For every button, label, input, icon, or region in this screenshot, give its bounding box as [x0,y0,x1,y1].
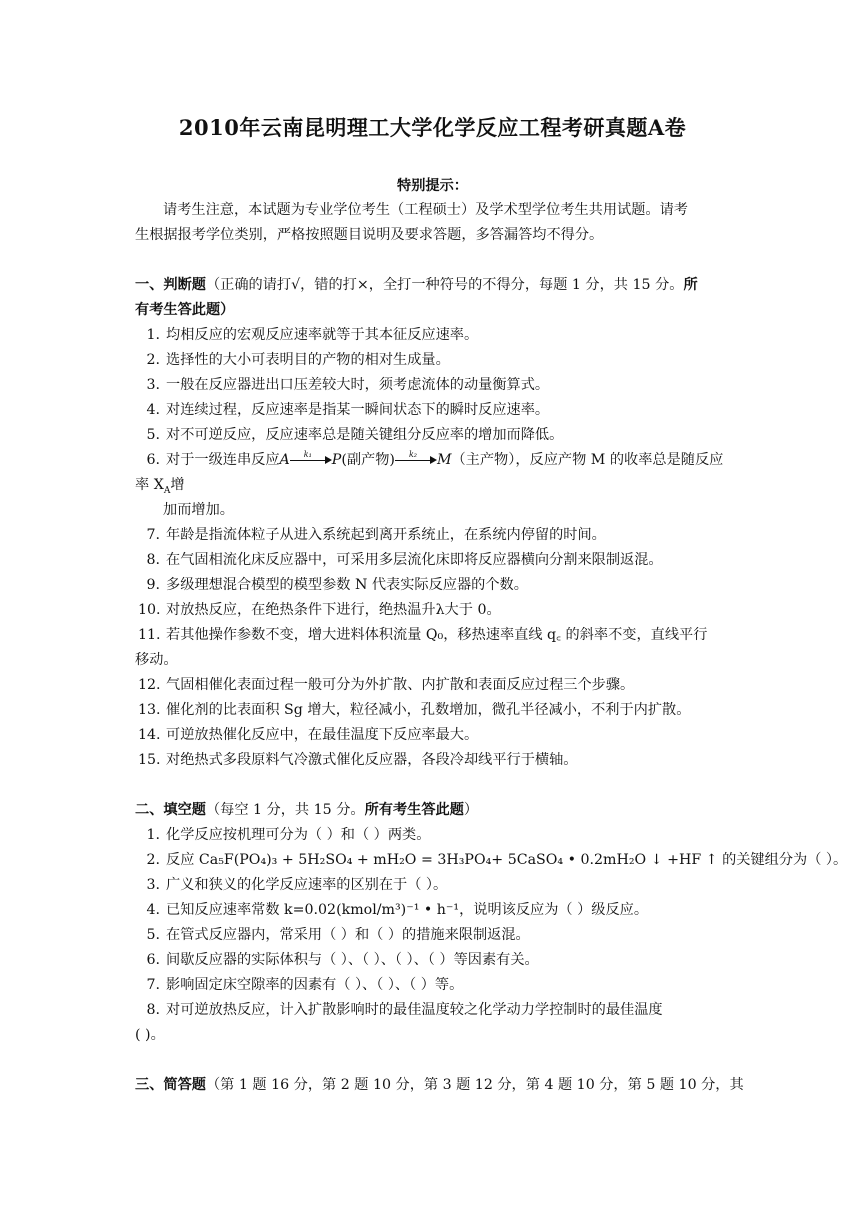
section1-desc-line2: 有考生答此题） [135,302,235,318]
notice-line-1: 请考生注意，本试题为专业学位考生（工程硕士）及学术型学位考生共用试题。请考 [163,202,688,218]
fill-item-continued: ( )。 [135,1027,165,1043]
section1-heading: 一、判断题 [135,277,206,293]
page-title: 2010年云南昆明理工大学化学反应工程考研真题A卷 [178,115,687,140]
judge-item: 9. 多级理想混合模型的模型参数 N 代表实际反应器的个数。 [146,577,528,593]
fill-item: 6. 间歇反应器的实际体积与（ ）、（ ）、（ ）、（ ）等因素有关。 [146,952,539,968]
notice-line-2: 生根据报考学位类别，严格按照题目说明及要求答题，多答漏答均不得分。 [135,227,604,243]
judge-item-6-line2: 率 $X_A$增 [135,477,185,496]
fill-item: 1. 化学反应按机理可分为（ ）和（ ）两类。 [146,827,431,843]
judge-item: 14. 可逆放热催化反应中，在最佳温度下反应率最大。 [138,727,479,743]
judge-item-6: 6. 对于一级连串反应A k₁ P(副产物) k₂ M（主产物），反应产物 M 的收率总是随反应 [146,450,724,468]
section2-heading: 二、填空题 [135,802,206,818]
judge-item: 3. 一般在反应器进出口压差较大时，须考虑流体的动量衡算式。 [146,377,550,393]
judge-item-6-line3: 加而增加。 [163,502,234,518]
judge-item: 13. 催化剂的比表面积 Sg 增大，粒径减小，孔数增加，微孔半径减小，不利于内扩散。 [138,702,691,718]
fill-item: 4. 已知反应速率常数 k=0.02(kmol/m³)⁻¹ • h⁻¹，说明该反应为（ ）级反应。 [146,902,649,918]
fill-item: 5. 在管式反应器内，常采用（ ）和（ ）的措施来限制返混。 [146,927,530,943]
judge-item: 7. 年龄是指流体粒子从进入系统起到离开系统止，在系统内停留的时间。 [146,527,606,543]
section1-desc: （正确的请打√，错的打×，全打一种符号的不得分，每题 1 分，共 15 分。 [205,277,684,293]
reaction-arrow-icon: k₁ [290,453,332,467]
judge-item: 15. 对绝热式多段原料气冷激式催化反应器，各段冷却线平行于横轴。 [138,752,578,768]
section3-header: 三、简答题（第 1 题 16 分，第 2 题 10 分，第 3 题 12 分，第 4 题 10 分，第 5 题 10 分，其 [135,1077,744,1093]
judge-item-continued: 移动。 [135,652,178,668]
fill-item: 8. 对可逆放热反应，计入扩散影响时的最佳温度较之化学动力学控制时的最佳温度 [146,1002,663,1018]
reaction-arrow-icon: k₂ [395,453,437,467]
judge-item: 5. 对不可逆反应，反应速率总是随关键组分反应率的增加而降低。 [146,427,564,443]
judge-item: 11. 若其他操作参数不变，增大进料体积流量 Q₀，移热速率直线 q꜀ 的斜率不变，直线平行 [138,627,708,643]
judge-item: 2. 选择性的大小可表明目的产物的相对生成量。 [146,352,450,368]
section2-header: 二、填空题（每空 1 分，共 15 分。所有考生答此题） [135,802,479,818]
fill-item: 7. 影响固定床空隙率的因素有（ ）、（ ）、（ ）等。 [146,977,464,993]
judge-item: 12. 气固相催化表面过程一般可分为外扩散、内扩散和表面反应过程三个步骤。 [138,677,635,693]
judge-item: 8. 在气固相流化床反应器中，可采用多层流化床即将反应器横向分割来限制返混。 [146,552,663,568]
notice-heading: 特别提示： [397,178,468,194]
judge-item: 1. 均相反应的宏观反应速率就等于其本征反应速率。 [146,327,479,343]
fill-item: 3. 广义和狭义的化学反应速率的区别在于（ ）。 [146,877,448,893]
section3-heading: 三、简答题 [135,1077,206,1093]
judge-item: 4. 对连续过程，反应速率是指某一瞬间状态下的瞬时反应速率。 [146,402,550,418]
section1-desc-bold: 所 [683,277,698,293]
fill-item: 2. 反应 Ca₅F(PO₄)₃ + 5H₂SO₄ + mH₂O = 3H₃PO₄+ 5CaSO₄ • 0.2mH₂O ↓ +HF ↑ 的关键组分为（ ）。 [146,852,848,868]
judge-item: 10. 对放热反应，在绝热条件下进行，绝热温升λ大于 0。 [138,602,501,618]
section1-header [135,275,698,295]
